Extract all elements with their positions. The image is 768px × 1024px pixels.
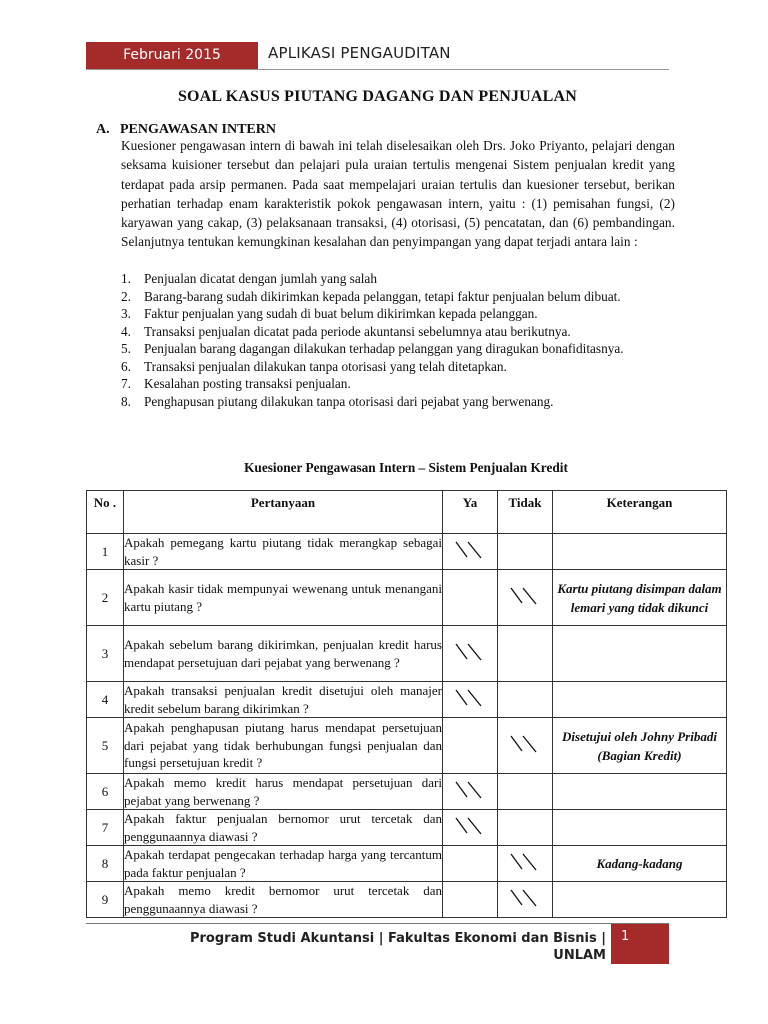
header-title: APLIKASI PENGAUDITAN — [268, 44, 451, 62]
checkmark-icon — [453, 815, 487, 837]
list-item-text: Barang-barang sudah dikirimkan kepada pelanggan, tetapi faktur penjualan belum dibuat. — [144, 288, 621, 304]
cell-remarks — [553, 882, 727, 918]
table-row — [87, 534, 727, 570]
cell-no: 5 — [87, 718, 124, 774]
footer-divider — [86, 923, 669, 924]
list-item-text: Penghapusan piutang dilakukan tanpa otorisasi dari pejabat yang berwenang. — [144, 393, 554, 409]
cell-no-answer — [498, 682, 553, 718]
cell-no-answer — [498, 534, 553, 570]
cell-remarks — [553, 810, 727, 846]
list-item — [121, 288, 675, 306]
header-yes: Ya — [443, 491, 498, 534]
table-row — [87, 846, 727, 882]
cell-no-answer — [498, 846, 553, 882]
intro-paragraph: Kuesioner pengawasan intern di bawah ini telah diselesaikan oleh Drs. Joko Priyanto, pelajari dengan seksama kuisioner tersebut dan pelajari pula uraian tertulis mengenai Sistem penjualan kredit yang terdapat pada arsip permanen. Pada saat mempelajari uraian tertulis dan kuesioner tersebut, berikan perhatian terhadap enam karakteristik pokok pengawasan intern, yaitu : (1) pemisahan fungsi, (2) karyawan yang cakap, (3) pelaksanaan transaksi, (4) otorisasi, (5) pencatatan, dan (6) pembandingan. Selanjutnya tentukan kemungkinan kesalahan dan penyimpangan yang dapat terjadi antara lain : — [121, 138, 675, 250]
list-item-text: Kesalahan posting transaksi penjualan. — [144, 376, 351, 391]
header-remarks: Keterangan — [553, 491, 727, 534]
checkmark-icon — [508, 851, 542, 873]
cell-remarks — [553, 534, 727, 570]
cell-no-answer — [498, 810, 553, 846]
list-item — [121, 393, 675, 411]
checkmark-icon — [508, 733, 542, 755]
table-row — [87, 682, 727, 718]
cell-yes — [443, 626, 498, 682]
questionnaire-table — [86, 490, 727, 918]
header-no-answer: Tidak — [498, 491, 553, 534]
cell-question: Apakah faktur penjualan bernomor urut tercetak dan penggunaannya diawasi ? — [124, 811, 442, 844]
cell-no: 9 — [87, 882, 124, 918]
list-item-number: 8. — [121, 393, 131, 409]
list-item-text: Faktur penjualan yang sudah di buat belum dikirimkan kepada pelanggan. — [144, 306, 538, 321]
checkmark-icon — [508, 585, 542, 607]
cell-question: Apakah pemegang kartu piutang tidak merangkap sebagai kasir ? — [124, 535, 442, 568]
cell-no-answer — [498, 570, 553, 626]
header-divider — [86, 69, 669, 70]
checkmark-icon — [453, 641, 487, 663]
table-row — [87, 774, 727, 810]
cell-no-answer — [498, 774, 553, 810]
list-item — [121, 358, 675, 376]
checkmark-icon — [508, 887, 542, 909]
cell-no: 4 — [87, 682, 124, 718]
cell-question: Apakah memo kredit harus mendapat persetujuan dari pejabat yang berwenang ? — [124, 775, 442, 808]
list-item-number: 7. — [121, 376, 131, 391]
cell-no-answer — [498, 882, 553, 918]
cell-yes — [443, 570, 498, 626]
cell-remarks — [553, 626, 727, 682]
cell-remarks — [553, 774, 727, 810]
page-number: 1 — [621, 929, 630, 944]
cell-question: Apakah sebelum barang dikirimkan, penjualan kredit harus mendapat persetujuan dari pejabat yang berwenang ? — [124, 626, 443, 682]
cell-yes — [443, 846, 498, 882]
cell-no: 1 — [87, 534, 124, 570]
cell-question: Apakah kasir tidak mempunyai wewenang untuk menangani kartu piutang ? — [124, 570, 443, 626]
list-item-text: Penjualan dicatat dengan jumlah yang salah — [144, 271, 377, 286]
error-list — [121, 270, 675, 410]
checkmark-icon — [453, 779, 487, 801]
list-item — [121, 323, 675, 341]
list-item — [121, 270, 675, 288]
footer-line-1: Program Studi Akuntansi | Fakultas Ekonomi dan Bisnis | — [189, 931, 606, 946]
cell-no: 7 — [87, 810, 124, 846]
cell-remarks: Disetujui oleh Johny Pribadi (Bagian Kredit) — [553, 718, 727, 774]
list-item-number: 1. — [121, 271, 131, 286]
cell-no: 8 — [87, 846, 124, 882]
list-item-number: 4. — [121, 323, 131, 339]
list-item — [121, 340, 675, 358]
footer-text — [86, 930, 606, 964]
page-number-box — [611, 924, 669, 964]
cell-question: Apakah transaksi penjualan kredit disetujui oleh manajer kredit sebelum barang dikirimkan ? — [124, 683, 442, 716]
footer-line-2: UNLAM — [553, 948, 606, 963]
cell-no: 2 — [87, 570, 124, 626]
checkmark-icon — [453, 687, 487, 709]
list-item-text: Transaksi penjualan dicatat pada periode akuntansi sebelumnya atau berikutnya. — [144, 323, 571, 339]
cell-yes — [443, 774, 498, 810]
table-row — [87, 718, 727, 774]
list-item — [121, 305, 675, 323]
cell-remarks: Kartu piutang disimpan dalam lemari yang tidak dikunci — [553, 570, 727, 626]
cell-yes — [443, 534, 498, 570]
list-item-text: Penjualan barang dagangan dilakukan terhadap pelanggan yang diragukan bonafiditasnya. — [144, 341, 624, 356]
cell-question: Apakah memo kredit bernomor urut tercetak dan penggunaannya diawasi ? — [124, 883, 442, 916]
cell-remarks — [553, 682, 727, 718]
table-row — [87, 570, 727, 626]
header-no: No . — [87, 491, 124, 534]
header-date: Februari 2015 — [86, 42, 258, 69]
section-number: A. — [96, 122, 110, 137]
cell-question: Apakah terdapat pengecakan terhadap harga yang tercantum pada faktur penjualan ? — [124, 847, 442, 880]
cell-yes — [443, 718, 498, 774]
section-title: PENGAWASAN INTERN — [120, 122, 276, 137]
header-question: Pertanyaan — [124, 491, 443, 534]
table-header-row — [87, 491, 727, 534]
cell-no: 3 — [87, 626, 124, 682]
cell-yes — [443, 882, 498, 918]
list-item-number: 6. — [121, 358, 131, 374]
checkmark-icon — [453, 539, 487, 561]
table-row — [87, 882, 727, 918]
list-item-number: 3. — [121, 306, 131, 321]
cell-question: Apakah penghapusan piutang harus mendapat persetujuan dari pejabat yang tidak berhubungan fungsi penjualan dan fungsi persetujuan kredit ? — [124, 718, 443, 774]
cell-yes — [443, 810, 498, 846]
list-item-text: Transaksi penjualan dilakukan tanpa otorisasi yang telah ditetapkan. — [144, 358, 507, 374]
cell-remarks: Kadang-kadang — [553, 846, 727, 882]
table-row — [87, 626, 727, 682]
cell-yes — [443, 682, 498, 718]
list-item-number: 5. — [121, 341, 131, 356]
document-title: SOAL KASUS PIUTANG DAGANG DAN PENJUALAN — [177, 88, 578, 105]
cell-no-answer — [498, 718, 553, 774]
list-item-number: 2. — [121, 288, 131, 304]
table-row — [87, 810, 727, 846]
cell-no: 6 — [87, 774, 124, 810]
list-item — [121, 375, 675, 393]
cell-no-answer — [498, 626, 553, 682]
table-title: Kuesioner Pengawasan Intern – Sistem Penjualan Kredit — [244, 460, 568, 475]
